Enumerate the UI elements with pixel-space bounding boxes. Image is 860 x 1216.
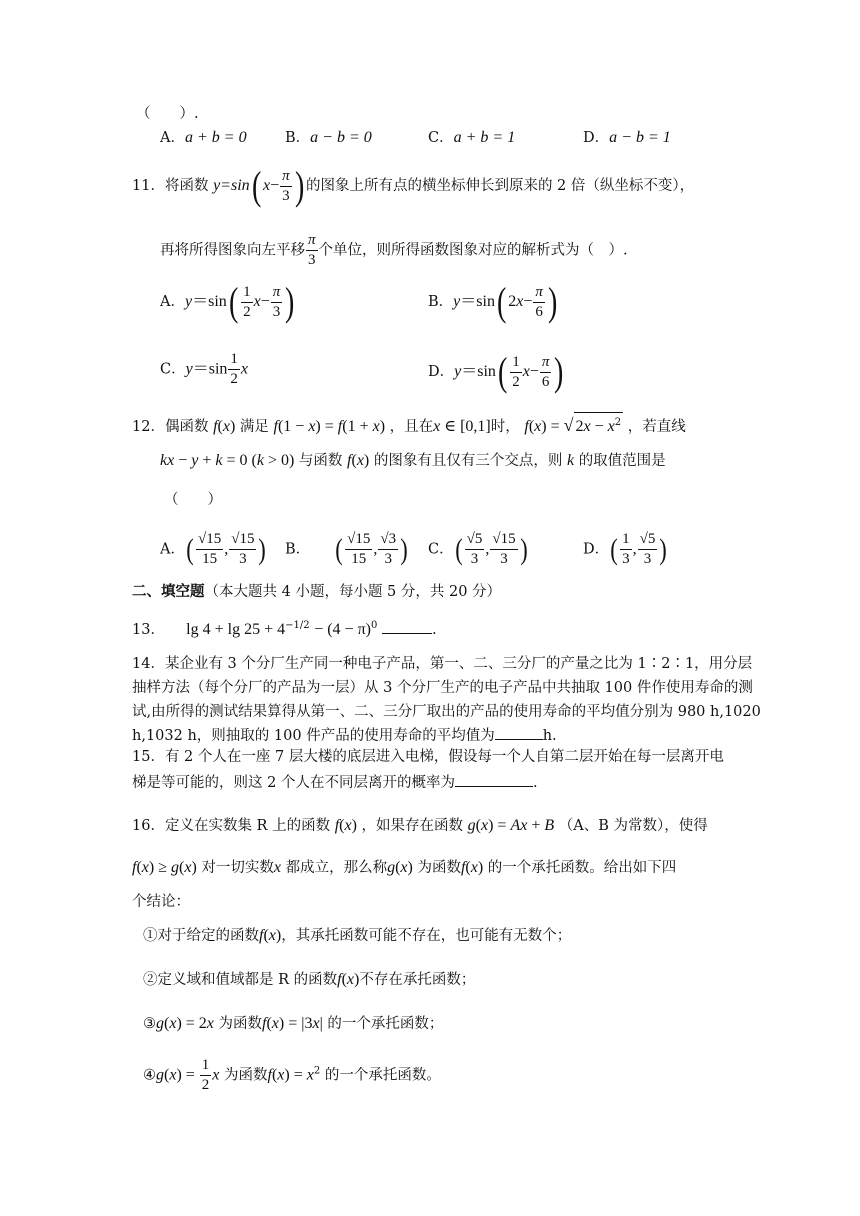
- q13: [132, 616, 437, 640]
- stem-text: 时，: [490, 418, 520, 435]
- stem-text: 的图象上所有点的横坐标伸长到原来的 2 倍（纵坐标不变），: [305, 178, 695, 194]
- stem-text: ，若直线: [627, 418, 686, 435]
- claim-text: ，其承托函数可能不存在，也可能有无数个；: [281, 928, 572, 944]
- option-expr: a − b = 1: [609, 129, 671, 146]
- q14-text: h.: [542, 728, 557, 744]
- q10-option-b: [285, 128, 372, 148]
- option-letter: A．: [160, 130, 185, 146]
- option-letter: C．: [428, 130, 454, 146]
- math-expr: − (4 − π): [314, 620, 371, 638]
- q16-text: （A、B 为常数），使得: [558, 818, 708, 834]
- q16-line-3: 个结论：: [132, 894, 190, 910]
- question-number: 12．: [132, 418, 165, 435]
- answer-blank[interactable]: [495, 739, 543, 740]
- q12-option-a: A．( $\frac{√15}{15}$ , $\frac{√15}{3}$ ): [160, 531, 267, 567]
- stem-text: 再将所得图象向左平移: [160, 242, 305, 259]
- claim-text: 为函数: [218, 1016, 263, 1032]
- q12-option-c: C．( $\frac{√5}{3}$ , $\frac{√15}{3}$ ): [428, 531, 528, 567]
- claim-text: 的一个承托函数；: [327, 1016, 444, 1032]
- q16-text: ，如果存在函数: [361, 818, 464, 834]
- q12-stem-2: kx − y + k = 0 (k > 0) 与函数 f(x) 的图象有且仅有三个交点，则 k 的取值范围是: [160, 452, 666, 469]
- q15-text: .: [532, 775, 538, 791]
- math-expr: lg 4 + lg 25 + 4: [186, 620, 286, 638]
- option-letter: B．: [285, 541, 311, 558]
- option-letter: A．: [160, 294, 185, 310]
- stem-text: 偶函数: [164, 418, 209, 435]
- q14-line-1: 14．某企业有 3 个分厂生产同一种电子产品，第一、二、三分厂的产量之比为 1∶2∶1，用分层: [132, 656, 753, 672]
- option-letter: C．: [160, 361, 186, 378]
- q12-paren: （ ）: [164, 492, 222, 508]
- option-letter: D．: [428, 364, 455, 380]
- math-func: y=sin: [213, 177, 250, 194]
- q16-text: 都成立，那么称: [285, 860, 388, 876]
- option-expr: a + b = 1: [453, 129, 516, 146]
- q11-option-c: C．y＝sin $\frac{1}{2}$ x: [160, 351, 249, 387]
- section-title: 二、填空题: [132, 583, 205, 600]
- q16-claim-2: ②定义域和值域都是 R 的函数f(x)不存在承托函数；: [143, 971, 476, 988]
- stem-text: 的取值范围是: [578, 453, 666, 469]
- q15-text: 梯是等可能的，则这 2 个人在不同层离开的概率为: [132, 775, 455, 791]
- claim-text: 不存在承托函数；: [359, 972, 476, 988]
- option-expr: a − b = 0: [310, 129, 372, 146]
- q11-option-b: B．y＝sin( 2x− $\frac{\pi}{6}$ ): [428, 279, 558, 324]
- q10-option-d: [583, 128, 671, 148]
- stem-text: 将函数: [164, 178, 209, 194]
- q12-option-b: B． ( $\frac{√15}{15}$ , $\frac{√3}{3}$ ): [285, 531, 408, 567]
- q11-option-a: A．y＝sin( $\frac{1}{2}$ x− $\frac{\pi}{3}$ ): [160, 279, 295, 324]
- answer-blank[interactable]: [382, 633, 432, 634]
- q16-claim-1: ①对于给定的函数f(x)，其承托函数可能不存在，也可能有无数个；: [143, 927, 572, 944]
- stem-text: ，且在: [389, 418, 434, 435]
- q16-line-1: 16．定义在实数集 R 上的函数 f(x) ，如果存在函数 g(x) = Ax + B （A、B 为常数），使得: [132, 817, 708, 834]
- q15-line-2: [132, 773, 538, 793]
- stem-text: 个单位，则所得函数图象对应的解析式为（ ）.: [318, 242, 628, 259]
- q14-line-3: 试,由所得的测试结果算得从第一、二、三分厂取出的产品的使用寿命的平均值分别为 980 h,1020: [132, 704, 761, 720]
- stem-text: 与函数: [298, 453, 343, 469]
- q16-line-2: f(x) ≥ g(x) 对一切实数x 都成立，那么称g(x) 为函数f(x) 的一个承托函数。给出如下四: [132, 859, 677, 876]
- q10-option-a: [160, 128, 247, 148]
- q10-paren: （ ）.: [136, 106, 199, 122]
- q16-text: 的一个承托函数。给出如下四: [487, 860, 677, 876]
- q12-option-d: D．( $\frac{1}{3}$ , $\frac{√5}{3}$ ): [583, 531, 668, 567]
- q16-text: 对一切实数: [201, 860, 274, 876]
- q12-stem: 12．偶函数 f(x) 满足 f(1 − x) = f(1 + x) ，且在x ∈ [0,1]时， f(x) = √ $2x - x^2$ ，若直线: [132, 412, 686, 437]
- q16-claim-4: ④g(x) = $\frac{1}{2}$ x 为函数$f(x) = x^2$ 的一个承托函数。: [143, 1057, 441, 1093]
- q14-line-4: [132, 726, 557, 746]
- question-number: 13．: [132, 621, 165, 638]
- claim-text: 为函数: [224, 1067, 268, 1084]
- q16-claim-3: ③g(x) = 2x 为函数f(x) = |3x| 的一个承托函数；: [143, 1015, 444, 1032]
- question-number: 11．: [132, 178, 165, 194]
- claim-text: ③: [143, 1016, 156, 1032]
- q10-option-c: [428, 128, 515, 148]
- option-letter: C．: [428, 541, 454, 558]
- option-letter: D．: [583, 541, 610, 558]
- math-exponent: 0: [370, 620, 378, 631]
- section-note: （本大题共 4 小题，每小题 5 分，共 20 分）: [204, 584, 502, 600]
- answer-blank[interactable]: [455, 786, 533, 787]
- period: .: [431, 621, 437, 638]
- stem-text: 的图象有且仅有三个交点，则: [373, 453, 563, 469]
- option-letter: A．: [160, 541, 185, 558]
- option-letter: D．: [583, 130, 610, 146]
- q16-text: 16．定义在实数集 R 上的函数: [132, 818, 331, 834]
- option-expr: a + b = 0: [184, 129, 247, 146]
- option-letter: B．: [428, 294, 454, 310]
- q14-line-2: 抽样方法（每个分厂的产品为一层）从 3 个分厂生产的电子产品中共抽取 100 件作使用寿命的测: [132, 680, 753, 696]
- option-letter: B．: [285, 130, 311, 146]
- q14-text: h,1032 h，则抽取的 100 件产品的使用寿命的平均值为: [132, 728, 495, 744]
- q11-stem: 11．将函数 y=sin( x− $\frac{\pi}{3}$ ) 的图象上所有点的横坐标伸长到原来的 2 倍（纵坐标不变），: [132, 163, 695, 208]
- claim-text: ④: [143, 1067, 156, 1084]
- q16-text: 为函数: [417, 860, 461, 876]
- section-header: [132, 582, 501, 602]
- q11-option-d: D．y＝sin( $\frac{1}{2}$ x− $\frac{\pi}{6}$ ): [428, 349, 564, 394]
- math-exponent: −1/2: [285, 620, 310, 631]
- q11-stem-2: 再将所得图象向左平移 $\frac{\pi}{3}$ 个单位，则所得函数图象对应的解析式为（ ）.: [160, 232, 628, 268]
- q15-line-1: 15．有 2 个人在一座 7 层大楼的底层进入电梯，假设每一个人自第二层开始在每一层离开电: [132, 749, 724, 765]
- claim-text: ②定义域和值域都是 R 的函数: [143, 972, 338, 988]
- claim-text: 的一个承托函数。: [324, 1067, 441, 1084]
- stem-text: 满足: [239, 418, 269, 435]
- claim-text: ①对于给定的函数: [143, 928, 259, 944]
